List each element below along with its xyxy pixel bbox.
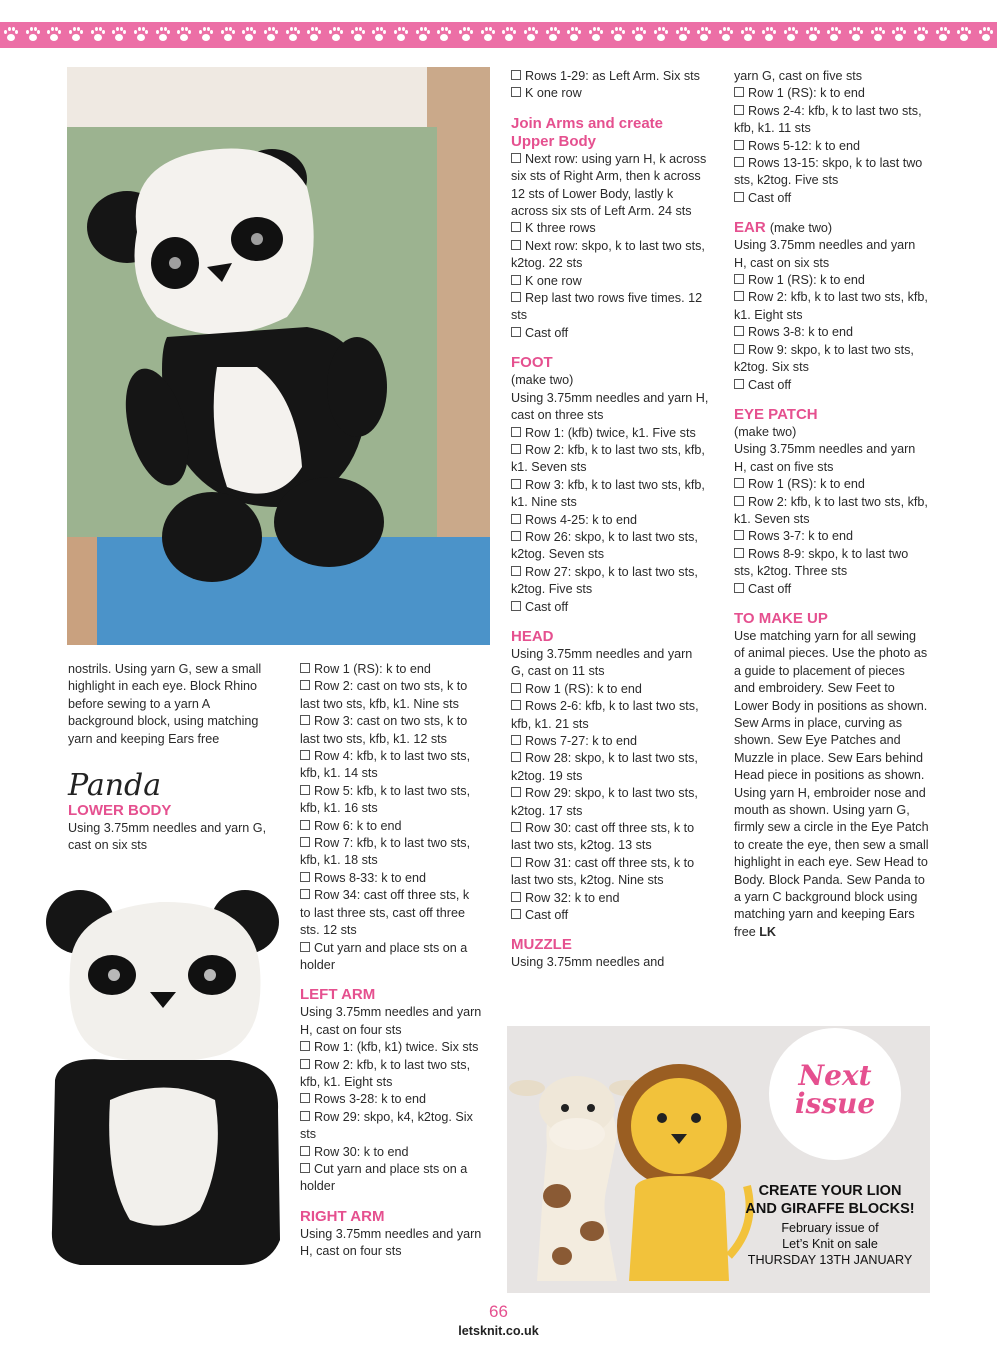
- paw-icon: [3, 27, 19, 43]
- lower-body-text: Using 3.75mm needles and yarn G, cast on six sts: [68, 821, 267, 853]
- left-arm-intro: Using 3.75mm needles and yarn H, cast on four sts: [300, 1005, 482, 1037]
- checkbox-icon[interactable]: [734, 496, 744, 506]
- checkbox-icon[interactable]: [511, 683, 521, 693]
- heading-muzzle: MUZZLE: [511, 936, 572, 954]
- checkbox-icon[interactable]: [734, 105, 744, 115]
- paw-icon: [826, 27, 842, 43]
- eye-patch-intro: Using 3.75mm needles and yarn H, cast on five sts: [734, 442, 916, 474]
- paw-icon: [870, 27, 886, 43]
- checkbox-icon[interactable]: [511, 153, 521, 163]
- paw-icon: [25, 27, 41, 43]
- checkbox-icon[interactable]: [511, 87, 521, 97]
- paw-icon: [740, 27, 756, 43]
- ear-intro: Using 3.75mm needles and yarn H, cast on six sts: [734, 238, 916, 270]
- pattern-row: Next row: skpo, k to last two sts, k2tog. 22 sts: [511, 238, 705, 271]
- pattern-row: Row 2: cast on two sts, k to last two sts, kfb, k1. Nine sts: [300, 679, 468, 711]
- pattern-row: Row 1: (kfb, k1) twice. Six sts: [300, 1039, 483, 1056]
- checkbox-icon[interactable]: [300, 715, 310, 725]
- paw-icon: [155, 27, 171, 43]
- checkbox-icon[interactable]: [511, 892, 521, 902]
- panda-toy-photo: [40, 880, 290, 1270]
- pattern-row: Rows 3-28: k to end: [300, 1091, 483, 1108]
- heading-lower-body: LOWER BODY: [68, 802, 172, 820]
- pattern-row: Rep last two rows five times. 12 sts: [511, 291, 703, 323]
- checkbox-icon[interactable]: [734, 478, 744, 488]
- pattern-row: Rows 13-15: skpo, k to last two sts, k2tog. Five sts: [734, 156, 923, 188]
- foot-note: (make two): [511, 373, 574, 388]
- pattern-row: Row 1: (kfb) twice, k1. Five sts: [511, 425, 709, 442]
- pattern-row: Row 2: kfb, k to last two sts, kfb, k1. Eight sts: [734, 290, 928, 322]
- paw-icon: [523, 27, 539, 43]
- checkbox-icon[interactable]: [300, 1041, 310, 1051]
- checkbox-icon[interactable]: [511, 222, 521, 232]
- pattern-row: Cast off: [511, 325, 709, 342]
- foot-intro: Using 3.75mm needles and yarn H, cast on three sts: [511, 390, 709, 423]
- paw-icon: [718, 27, 734, 43]
- checkbox-icon[interactable]: [511, 700, 521, 710]
- checkbox-icon[interactable]: [734, 326, 744, 336]
- pattern-row: Rows 8-9: skpo, k to last two sts, k2tog. Three sts: [734, 546, 909, 579]
- checkbox-icon[interactable]: [734, 192, 744, 202]
- section-script-title: Panda: [68, 768, 162, 804]
- heading-foot: FOOT: [511, 354, 553, 372]
- paw-icon: [783, 27, 799, 43]
- paw-icon: [285, 27, 301, 43]
- checkbox-icon[interactable]: [734, 140, 744, 150]
- checkbox-icon[interactable]: [511, 514, 521, 524]
- pattern-row: Row 32: k to end: [511, 890, 709, 907]
- pattern-row: Row 5: kfb, k to last two sts, kfb, k1. 16 sts: [300, 783, 471, 816]
- heading-right-arm: RIGHT ARM: [300, 1207, 385, 1225]
- paw-icon: [415, 27, 431, 43]
- ad-headline: CREATE YOUR LION AND GIRAFFE BLOCKS!: [745, 1183, 915, 1217]
- checkbox-icon[interactable]: [734, 344, 744, 354]
- pattern-row: Row 4: kfb, k to last two sts, kfb, k1. 14 sts: [300, 749, 471, 781]
- paw-icon: [696, 27, 712, 43]
- pattern-row: Row 1 (RS): k to end: [300, 661, 483, 678]
- pattern-row: Cast off: [511, 907, 709, 924]
- pattern-row: Row 26: skpo, k to last two sts, k2tog. Seven sts: [511, 529, 698, 562]
- checkbox-icon[interactable]: [511, 822, 521, 832]
- pattern-row: Row 7: kfb, k to last two sts, kfb, k1. 18 sts: [300, 836, 471, 868]
- paw-icon: [805, 27, 821, 43]
- lion-giraffe-photo: [507, 1026, 767, 1293]
- checkbox-icon[interactable]: [511, 292, 521, 302]
- paw-icon: [610, 27, 626, 43]
- pattern-row: Row 3: cast on two sts, k to last two sts, kfb, k1. 12 sts: [300, 714, 468, 746]
- pattern-row: Rows 1-29: as Left Arm. Six sts: [511, 68, 709, 85]
- paw-icon: [675, 27, 691, 43]
- pattern-row: Row 30: k to end: [300, 1144, 483, 1161]
- pattern-row: Rows 3-8: k to end: [734, 324, 929, 341]
- next-issue-ad: [507, 1026, 930, 1293]
- paw-icon: [891, 27, 907, 43]
- checkbox-icon[interactable]: [734, 530, 744, 540]
- checkbox-icon[interactable]: [300, 680, 310, 690]
- muzzle-intro: Using 3.75mm needles and: [511, 955, 665, 970]
- checkbox-icon[interactable]: [511, 735, 521, 745]
- heading-eye-patch: EYE PATCH: [734, 405, 818, 423]
- paw-icon: [133, 27, 149, 43]
- paw-icon: [176, 27, 192, 43]
- pattern-row: Row 2: kfb, k to last two sts, kfb, k1. Seven sts: [511, 442, 705, 475]
- website-link[interactable]: letsknit.co.uk: [458, 1324, 539, 1338]
- paw-icon: [241, 27, 257, 43]
- paw-icon: [393, 27, 409, 43]
- checkbox-icon[interactable]: [300, 1163, 310, 1173]
- next-issue-label: Next issue: [794, 1059, 876, 1120]
- pattern-row: Cast off: [511, 599, 709, 616]
- paw-icon: [631, 27, 647, 43]
- pattern-row: Row 6: k to end: [300, 818, 483, 835]
- column-3: [511, 68, 709, 972]
- pattern-row: K three rows: [511, 220, 709, 237]
- paw-icon: [90, 27, 106, 43]
- pattern-row: Row 27: skpo, k to last two sts, k2tog. Five sts: [511, 564, 698, 597]
- paw-icon: [935, 27, 951, 43]
- checkbox-icon[interactable]: [300, 1111, 310, 1121]
- heading-head: HEAD: [511, 627, 554, 645]
- checkbox-icon[interactable]: [300, 1059, 310, 1069]
- checkbox-icon[interactable]: [511, 787, 521, 797]
- pattern-row: Rows 8-33: k to end: [300, 870, 483, 887]
- checkbox-icon[interactable]: [734, 87, 744, 97]
- paw-icon: [46, 27, 62, 43]
- paw-icon: [501, 27, 517, 43]
- pattern-row: Row 29: skpo, k4, k2tog. Six sts: [300, 1109, 473, 1142]
- checkbox-icon[interactable]: [511, 531, 521, 541]
- head-intro: Using 3.75mm needles and yarn G, cast on 11 sts: [511, 646, 693, 679]
- checkbox-icon[interactable]: [511, 427, 521, 437]
- pattern-row: Row 1 (RS): k to end: [511, 681, 709, 698]
- paw-icon: [306, 27, 322, 43]
- heading-left-arm: LEFT ARM: [300, 986, 376, 1004]
- checkbox-icon[interactable]: [511, 601, 521, 611]
- checkbox-icon[interactable]: [511, 909, 521, 919]
- pattern-row: Row 3: kfb, k to last two sts, kfb, k1. Nine sts: [511, 477, 705, 510]
- pattern-row: Row 34: cast off three sts, k to last three sts, cast off three sts. 12 sts: [300, 888, 470, 938]
- pattern-row: Row 9: skpo, k to last two sts, k2tog. Six sts: [734, 342, 914, 375]
- paw-banner: [0, 22, 997, 48]
- paw-icon: [545, 27, 561, 43]
- checkbox-icon[interactable]: [734, 274, 744, 284]
- pattern-row: Row 29: skpo, k to last two sts, k2tog. 17 sts: [511, 786, 698, 818]
- checkbox-icon[interactable]: [511, 240, 521, 250]
- page-number: 66: [489, 1302, 508, 1321]
- right-arm-intro: Using 3.75mm needles and yarn H, cast on four sts: [300, 1226, 482, 1259]
- paw-icon: [913, 27, 929, 43]
- intro-text: nostrils. Using yarn G, sew a small highlight in each eye. Block Rhino before sewing to a yarn A background block, using matching yarn and keeping Ears free: [68, 662, 262, 746]
- pattern-row: Row 1 (RS): k to end: [734, 272, 929, 289]
- column-2: [300, 661, 483, 1261]
- pattern-row: K one row: [511, 85, 709, 102]
- checkbox-icon[interactable]: [511, 479, 521, 489]
- pattern-row: Row 30: cast off three sts, k to last two sts, k2tog. 13 sts: [511, 821, 695, 853]
- checkbox-icon[interactable]: [300, 820, 310, 830]
- pattern-row: Cut yarn and place sts on a holder: [300, 1161, 468, 1194]
- paw-icon: [220, 27, 236, 43]
- checkbox-icon[interactable]: [734, 291, 744, 301]
- paw-icon: [761, 27, 777, 43]
- pattern-row: Rows 5-12: k to end: [734, 138, 929, 155]
- pattern-row: Rows 4-25: k to end: [511, 512, 709, 529]
- pattern-row: Row 1 (RS): k to end: [734, 476, 929, 493]
- checkbox-icon[interactable]: [511, 752, 521, 762]
- pattern-row: Rows 7-27: k to end: [511, 733, 709, 750]
- checkbox-icon[interactable]: [300, 889, 310, 899]
- paw-icon: [978, 27, 994, 43]
- pattern-row: Row 28: skpo, k to last two sts, k2tog. 19 sts: [511, 751, 698, 783]
- pattern-row: Rows 2-6: kfb, k to last two sts, kfb, k1. 21 sts: [511, 699, 699, 731]
- muzzle-intro-cont: yarn G, cast on five sts: [734, 69, 863, 83]
- checkbox-icon[interactable]: [734, 157, 744, 167]
- checkbox-icon[interactable]: [511, 444, 521, 454]
- checkbox-icon[interactable]: [511, 327, 521, 337]
- checkbox-icon[interactable]: [300, 663, 310, 673]
- checkbox-icon[interactable]: [300, 1093, 310, 1103]
- paw-icon: [68, 27, 84, 43]
- paw-icon: [566, 27, 582, 43]
- checkbox-icon[interactable]: [300, 750, 310, 760]
- pattern-row: Row 2: kfb, k to last two sts, kfb, k1. Seven sts: [734, 494, 928, 526]
- checkbox-icon[interactable]: [734, 548, 744, 558]
- checkbox-icon[interactable]: [300, 837, 310, 847]
- checkbox-icon[interactable]: [511, 566, 521, 576]
- pattern-row: Cut yarn and place sts on a holder: [300, 940, 468, 972]
- paw-icon: [263, 27, 279, 43]
- checkbox-icon[interactable]: [300, 872, 310, 882]
- paw-icon: [350, 27, 366, 43]
- pattern-row: Row 1 (RS): k to end: [734, 85, 929, 102]
- panda-block-photo: [67, 67, 490, 645]
- checkbox-icon[interactable]: [734, 379, 744, 389]
- paw-icon: [848, 27, 864, 43]
- pattern-row: Cast off: [734, 581, 929, 598]
- heading-ear: EAR (make two): [734, 219, 833, 237]
- paw-icon: [956, 27, 972, 43]
- pattern-row: Next row: using yarn H, k across six sts of Right Arm, then k across 12 sts of Lower Body, lastly k across six sts of Left Arm. 24 sts: [511, 151, 707, 219]
- pattern-row: Cast off: [734, 190, 929, 207]
- paw-icon: [198, 27, 214, 43]
- make-up-text: Use matching yarn for all sewing of animal pieces. Use the photo as a guide to placement of pieces and embroidery. Sew Feet to Lower Body in positions as shown. Sew Arms in place, curving as shown. Sew Eye Patches and Muzzle in place. Sew Ears behind Head piece in positions as shown. Using yarn H, embroider nose and mouth as shown. Using yarn G, firmly sew a circle in the Eye Patch to create the eye, then sew a small highlight in each eye. Sew Head to Body. Block Panda. Sew Panda to a yarn C background block using matching yarn and keeping Ears free LK: [734, 628, 929, 939]
- heading-make-up: TO MAKE UP: [734, 609, 828, 627]
- paw-icon: [328, 27, 344, 43]
- paw-icon: [653, 27, 669, 43]
- pattern-row: Cast off: [734, 377, 929, 394]
- checkbox-icon[interactable]: [511, 70, 521, 80]
- checkbox-icon[interactable]: [300, 942, 310, 952]
- paw-icon: [480, 27, 496, 43]
- pattern-row: Rows 3-7: k to end: [734, 528, 929, 545]
- checkbox-icon[interactable]: [300, 1146, 310, 1156]
- paw-icon: [458, 27, 474, 43]
- checkbox-icon[interactable]: [734, 583, 744, 593]
- paw-icon: [436, 27, 452, 43]
- heading-join-arms: Join Arms and create Upper Body: [511, 114, 663, 150]
- pattern-row: Rows 2-4: kfb, k to last two sts, kfb, k1. 11 sts: [734, 103, 922, 136]
- column-1: [68, 661, 273, 855]
- pattern-row: K one row: [511, 273, 709, 290]
- checkbox-icon[interactable]: [300, 785, 310, 795]
- eye-patch-note: (make two): [734, 424, 797, 439]
- pattern-row: Row 31: cast off three sts, k to last two sts, k2tog. Nine sts: [511, 855, 695, 888]
- column-4: [734, 68, 929, 941]
- paw-icon: [111, 27, 127, 43]
- pattern-row: Row 2: kfb, k to last two sts, kfb, k1. Eight sts: [300, 1057, 471, 1089]
- checkbox-icon[interactable]: [511, 275, 521, 285]
- paw-icon: [588, 27, 604, 43]
- checkbox-icon[interactable]: [511, 857, 521, 867]
- ad-subtext: February issue of Let’s Knit on sale THURSDAY 13TH JANUARY: [747, 1221, 913, 1267]
- paw-icon: [371, 27, 387, 43]
